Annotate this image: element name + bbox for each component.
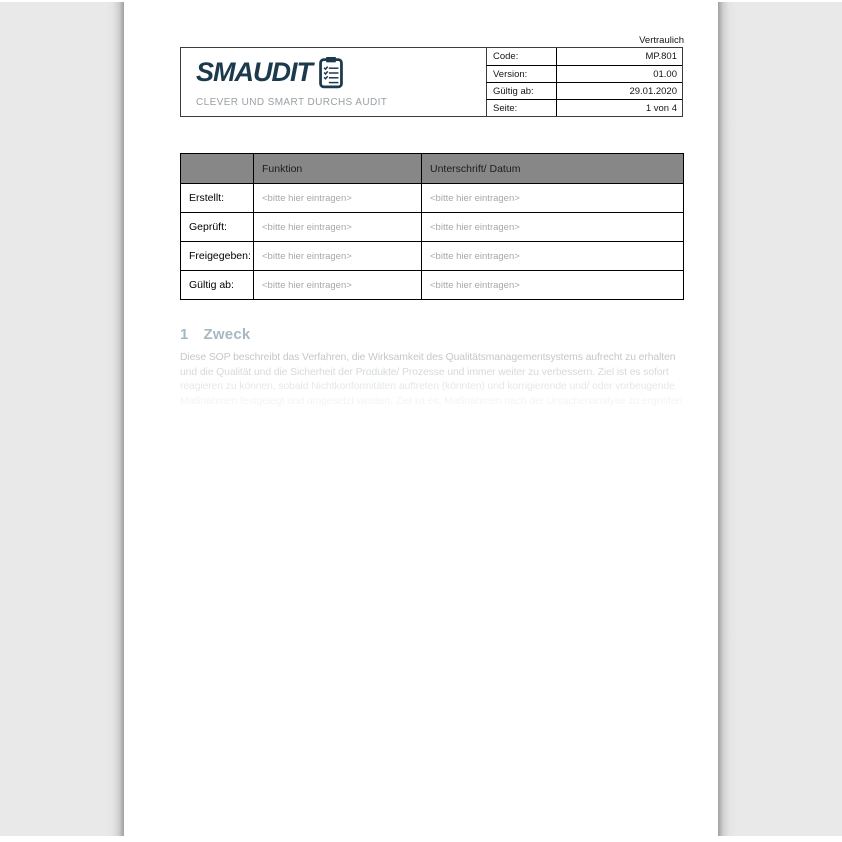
freigegeben-unterschrift-field[interactable]: <bitte hier eintragen>	[422, 242, 684, 271]
freigegeben-funktion-field[interactable]: <bitte hier eintragen>	[254, 242, 422, 271]
signature-table	[180, 153, 684, 300]
meta-label-version: Version:	[486, 65, 556, 82]
section-heading-zweck	[180, 326, 250, 343]
clipboard-icon	[318, 57, 344, 94]
meta-label-code: Code:	[486, 48, 556, 65]
paragraph-line: Diese SOP beschreibt das Verfahren, die Wirksamkeit des Qualitätsmanagementsystems aufrecht zu erhalten	[180, 352, 676, 363]
row-label-freigegeben: Freigegeben:	[181, 242, 254, 271]
gueltig-ab-funktion-field[interactable]: <bitte hier eintragen>	[254, 271, 422, 300]
desk-background-right	[718, 2, 842, 836]
brand-tagline: CLEVER UND SMART DURCHS AUDIT	[196, 97, 388, 108]
section-number: 1	[180, 326, 189, 343]
meta-value-code: MP.801	[556, 48, 682, 65]
header-cell-unterschrift-datum: Unterschrift/ Datum	[422, 154, 684, 184]
desk-background-left	[0, 2, 124, 836]
paragraph-line: reagieren zu können, sobald Nichtkonformitäten auftreten (könnten) und korrigierende und/ oder vorbeugende	[180, 381, 675, 393]
paragraph-line: Maßnahmen festgelegt und umgesetzt werden. Ziel ist es, Maßnahmen nach der Ursachenanalyse zu ergreifen	[180, 396, 682, 408]
row-label-erstellt: Erstellt:	[181, 184, 254, 213]
header-cell-empty	[181, 154, 254, 184]
meta-value-gueltig-ab: 29.01.2020	[556, 82, 682, 99]
document-meta-table	[486, 48, 682, 116]
row-label-gueltig-ab: Gültig ab:	[181, 271, 254, 300]
signature-table-header-row	[181, 154, 684, 184]
geprueft-funktion-field[interactable]: <bitte hier eintragen>	[254, 213, 422, 242]
paragraph-line: und die Qualität und die Sicherheit der Produkte/ Prozesse und immer weiter zu verbessern. Ziel ist es sofort	[180, 366, 669, 378]
meta-label-seite: Seite:	[486, 99, 556, 116]
meta-value-version: 01.00	[556, 65, 682, 82]
row-label-geprueft: Geprüft:	[181, 213, 254, 242]
section-title: Zweck	[203, 326, 251, 343]
document-page	[124, 0, 718, 842]
table-row-freigegeben	[181, 242, 684, 271]
gueltig-ab-unterschrift-field[interactable]: <bitte hier eintragen>	[422, 271, 684, 300]
meta-value-seite: 1 von 4	[556, 99, 682, 116]
section-paragraph	[180, 351, 687, 410]
table-row-erstellt	[181, 184, 684, 213]
table-row-gueltig-ab	[181, 271, 684, 300]
erstellt-funktion-field[interactable]: <bitte hier eintragen>	[254, 184, 422, 213]
erstellt-unterschrift-field[interactable]: <bitte hier eintragen>	[422, 184, 684, 213]
brand-wordmark: SMAUDIT	[196, 57, 312, 87]
document-header-box	[180, 47, 683, 117]
confidential-label: Vertraulich	[639, 35, 684, 46]
meta-label-gueltig-ab: Gültig ab:	[486, 82, 556, 99]
logo	[181, 48, 486, 116]
header-cell-funktion: Funktion	[254, 154, 422, 184]
table-row-geprueft	[181, 213, 684, 242]
geprueft-unterschrift-field[interactable]: <bitte hier eintragen>	[422, 213, 684, 242]
